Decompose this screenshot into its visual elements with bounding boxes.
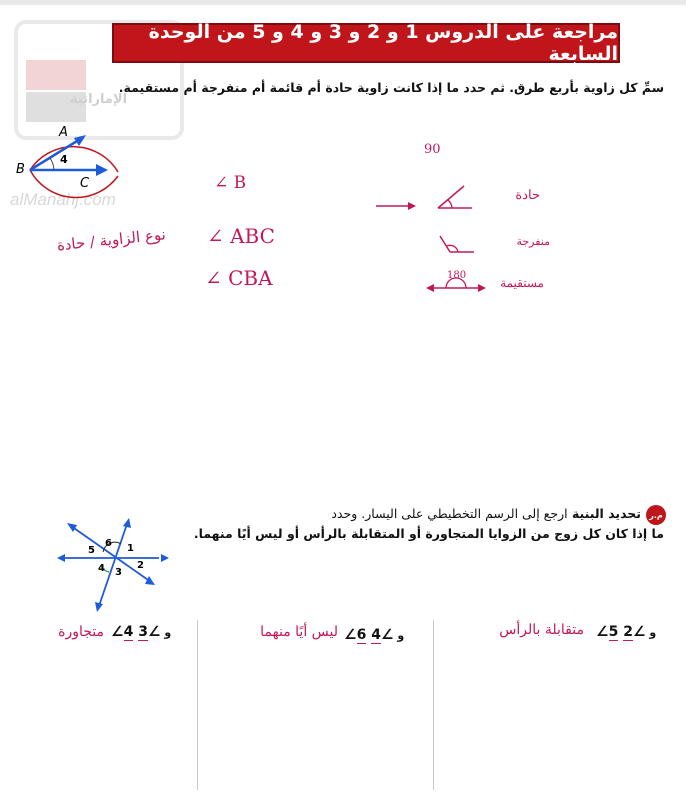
pair-middle: ∠6 و ∠4 [344,627,405,643]
fig2-label-3: 3 [115,567,122,578]
pair-left-answer: متجاورة [58,624,104,640]
answer-180: 180 [447,270,467,281]
label-b: B [16,162,25,177]
angle-figure [10,120,140,200]
answer-name-3: ∠ CBA [205,266,273,290]
watermark-text: alManahj.com [10,190,116,209]
question-line-1 [181,506,641,521]
label-c: C [80,176,90,191]
fig2-label-5: 5 [88,545,95,556]
pair-middle-b: 6 [356,627,367,643]
pair-middle-a: 4 [371,627,381,643]
answer-acute: حادة [515,188,540,203]
answer-name-1: ∠ B [214,173,247,193]
question-line-2: ما إذا كان كل زوج من الزوايا المتجاورة أو المتقابلة بالرأس أو ليس أيًا منهما. [193,526,664,541]
answer-ninety: 90 [424,142,441,157]
answer-obtuse: منفرجة [516,235,550,248]
pair-right-a: 2 [623,624,633,640]
fig2-label-6: 6 [105,538,112,549]
pair-left: ∠4 و ∠3 [111,624,172,640]
question-title: تحديد البنية [571,506,641,521]
page-title: مراجعة على الدروس 1 و 2 و 3 و 4 و 5 من الوحدة السابعة [112,23,620,63]
instruction-text: سمِّ كل زاوية بأربع طرق. ثم حدد ما إذا كانت زاوية حادة أم قائمة أم منفرجة أم مستقيمة. [118,80,664,95]
pair-right-answer: متقابلة بالرأس [499,622,584,638]
top-border [0,0,686,5]
answer-name-2: ∠ ABC [207,224,275,248]
label-a: A [59,125,68,140]
answer-straight: مستقيمة [500,276,544,290]
pair-right: ∠5 و ∠2 [596,624,657,640]
question-text-1: ارجع إلى الرسم التخطيطي على اليسار. وحدد [331,506,568,521]
angle-type-sketches [372,180,492,300]
fig2-label-1: 1 [127,543,134,554]
fig2-label-2: 2 [137,560,144,571]
pair-middle-answer: ليس أيًا منهما [260,624,338,640]
column-divider-1 [197,620,198,790]
question-number-badge: م.ر [646,505,666,525]
watermark-brand: الإماراتية [70,92,128,107]
label-angle-number: 4 [60,153,68,166]
answer-type: نوع الزاوية / حادة [55,225,167,255]
pair-left-b: 4 [123,624,134,640]
pair-left-a: 3 [138,624,148,640]
pair-right-b: 5 [608,624,619,640]
fig2-label-4: 4 [98,563,105,574]
column-divider-2 [433,620,434,790]
